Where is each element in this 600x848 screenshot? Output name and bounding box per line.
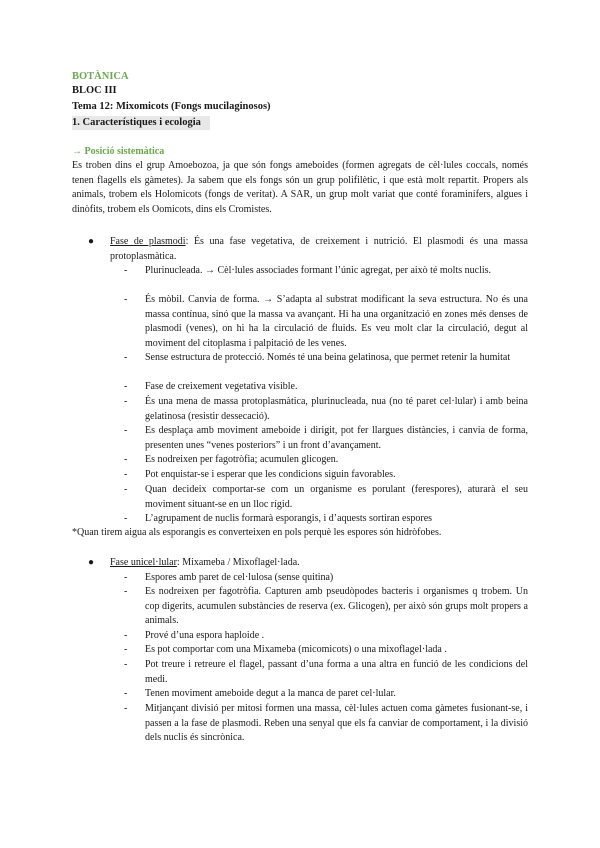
block-heading: BLOC III [72,85,117,96]
section-heading: 1. Característiques i ecologia [72,117,201,128]
plasmodi-description: : És una fase vegetativa, de creixement i nutrició. El plasmodi és una massa protoplasmàtica. [110,236,528,262]
unicellular-bullet [88,556,528,571]
bullet-icon: ● [88,236,95,247]
bullet-icon: ● [88,557,95,568]
plasmodi-term: Fase de plasmodi [110,236,186,247]
plasmodi-bullet [88,235,528,265]
document-page: BOTÀNICA BLOC III Tema 12: Mixomicots (Fongs mucilaginosos) 1. Característiques i ecologia → Posició sistemàtica Es troben dins el grup Amoebozoa, ja que són fongs ameboides (formen agregats de cèl·lules coccals, només tenen flagells els gàmetes). Ja sabem que els fongs són un grup polifilètic, i que està molt repartit. Propers als animals, trobem els Holomicots (fongs de veritat). A SAR, un grup molt variat que conté foraminífers, algues i dinòfits, trobem els Oomicots, dins els Cromistes. ● Fase de plasmodi: És una fase vegetativa, de creixement i nutrició. El plasmodi és una massa protoplasmàtica. - Plurinucleada. → Cèl·lules associades formant l’únic agregat, per això té molts nuclis. - És mòbil. Canvia de forma. → S’adapta al substrat modificant la seva estructura. No és una massa contínua, sinó que la massa va avançant. Hi ha una organització en zones més denses de plasmodi (venes), on hi ha la circulació de fluids. Es veu molt clar la circulació, degut al moviment del citoplasma i palpitació de les venes. - Sense estructura de protecció. Només té una beina gelatinosa, que permet retenir la humitat - Fase de creixement vegetativa visible. - És una mena de massa protoplasmàtica, plurinucleada, nua (no té paret cel·lular) i amb beina gelatinosa (resistir dessecació). - Es desplaça amb moviment ameboide i dirigit, pot fer llargues distàncies, i canvia de forma, presenten unes “venes posteriors” i un front d’avançament. - Es nodreixen per fagotròfia; acumulen glicogen. - Pot enquistar-se i esperar que les condicions siguin favorables. - Quan decideix comportar-se com un organisme es porulant (ferespores), aturarà el seu moviment situant-se en un lloc rígid. - L’agrupament de nuclis formarà esporangis, i d’aquests sortiran espores *Quan tirem aigua als esporangis es converteixen en pols perquè les espores són hidròfobes. ● Fase unicel·lular: Mixameba / Mixoflagel·lada. - Espores amb paret de cel·lulosa (sense quitina) - Es nodreixen per fagotròfia. Capturen amb pseudòpodes bacteris i organismes q trobem. Un cop digerits, acumulen substàncies de reserva (ex. Glicogen), per això són grups molt propers a animals. - Prové d’una espora haploide . - Es pot comportar com una Mixameba (micomicots) o una mixoflagel·lada . - Pot treure i retreure el flagel, passant d’una forma a una altra en funció de les condicions del medi. - Tenen moviment ameboide degut a la manca de paret cel·lular. - Mitjançant divisió per mitosi formen una massa, cèl·lules actuen coma gàmetes fusionant-se, i passen a la fase de plasmodi. Reben una senyal que els fa canviar de comportament, i la divisió dels nuclis és sincrònica. [72,71,528,744]
subject-heading: BOTÀNICA [72,71,129,82]
unicellular-term: Fase unicel·lular [110,557,177,568]
topic-heading: Tema 12: Mixomicots (Fongs mucilaginosos) [72,101,271,112]
systematic-paragraph: Es troben dins el grup Amoebozoa, ja que són fongs ameboides (formen agregats de cèl·lules coccals, només tenen flagells els gàmetes). Ja sabem que els fongs són un grup polifilètic, i que està molt repartit. Propers als animals, trobem els Holomicots (fongs de veritat). A SAR, un grup molt variat que conté foraminífers, algues i dinòfits, trobem els Oomicots, dins els Cromistes. [72,160,528,215]
systematic-heading: → Posició sistemàtica [72,146,165,157]
unicellular-description: : Mixameba / Mixoflagel·lada. [176,557,300,568]
note-text: *Quan tirem aigua als esporangis es converteixen en pols perquè les espores són hidròfobes. [72,527,442,538]
